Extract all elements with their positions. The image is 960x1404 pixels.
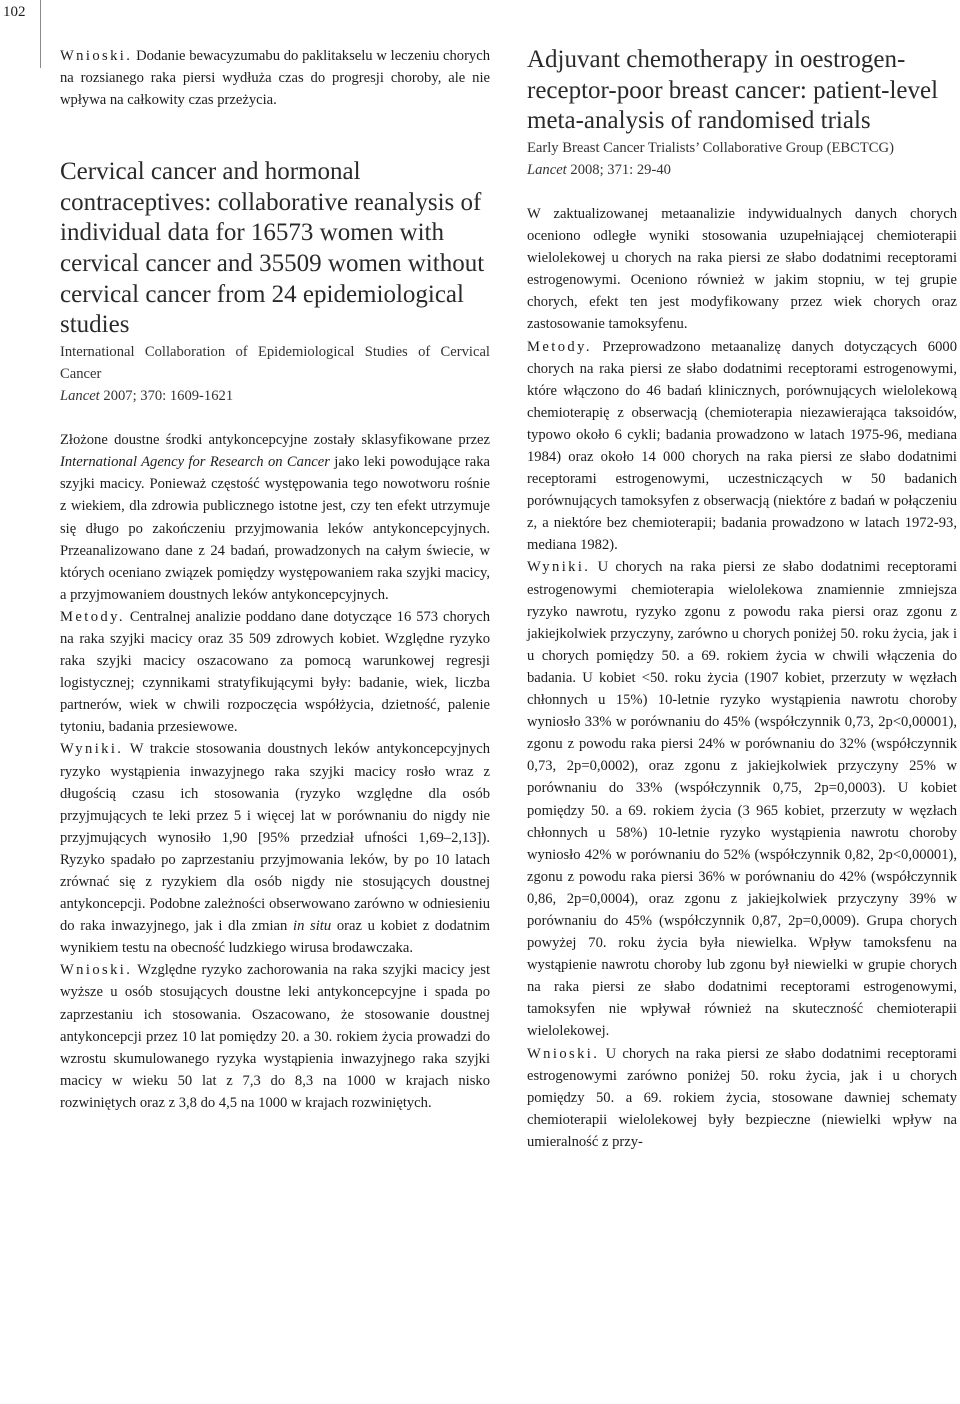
margin-rule	[40, 0, 41, 68]
intro-conclusions-text: Dodanie bewacyzumabu do paklitakselu w leczeniu chorych na rozsianego raka piersi wydłuża czas do progresji choroby, ale nie wpływa na całkowity czas przeżycia.	[60, 48, 490, 109]
article-title-adjuvant-chemotherapy: Adjuvant chemotherapy in oestrogen-receptor-poor breast cancer: patient-level meta-analysis of randomised trials	[527, 46, 939, 135]
methods-text-ebctcg: Przeprowadzono metaanalizę danych dotyczących 6000 chorych na raka piersi ze słabo dodatnimi receptorami estrogenowymi, które włączono do 46 badań klinicznych, porównujących wielolekową chemioterapię z obserwacją (chemioterapia niezawierająca taksoidów, typowo około 6 cykli; badania prowadzono w latach 1975-96, mediana 1984) oraz około 14 000 chorych na raka piersi ze słabo dodatnimi receptorami estrogenowymi, uczestniczących w 50 badanich porównujących tamoksyfen z obserwacją (niektóre z badań w połączeniu z, a niektóre bez chemioterapii; badania prowadzono w latach 1972-93, mediana 1982).	[527, 338, 957, 554]
abstract-results-paragraph-ebctcg	[527, 556, 957, 1042]
article-authors: International Collaboration of Epidemiological Studies of Cervical Cancer	[60, 343, 490, 382]
intro-conclusions-paragraph	[60, 45, 490, 111]
article-citation	[60, 385, 490, 407]
page-number: 102	[3, 4, 26, 20]
results-text-ebctcg: U chorych na raka piersi ze słabo dodatnimi receptorami estrogenowymi chemioterapia wielolekowa znamiennie zmniejsza ryzyko nawrotu, ryzyko zgonu z powodu raka piersi oraz zgonu z jakiejkolwiek przyczyny, zarówno u chorych poniżej 50. roku życia, jak i u chorych pomiędzy 50. a 69. rokiem życia w chwili włączenia do badania. U kobiet <50. roku życia (1907 kobiet, przerzuty w węzłach chłonnych u 15%) 10-letnie ryzyko wystąpienia nawrotu choroby wyniosło 33% w porównaniu do 45% (współczynnik 0,73, 2p<0,00001), zgonu z powodu raka piersi 24% w porównaniu do 32% (współczynnik 0,73, 2p=0,0002), oraz zgonu z jakiejkolwiek przyczyny 25% w porównaniu do 33% (współczynnik 0,75, 2p=0,0003). U kobiet pomiędzy 50. a 69. rokiem życia (3 965 kobiet, przerzuty w węzłach chłonnych u 58%) 10-letnie ryzyko wystąpienia nawrotu choroby wyniosło 42% w porównaniu do 52% (współczynnik 0,82, 2p<0,00001), zgonu z powodu raka piersi 36% w porównaniu do 42% (współczynnik 0,86, 2p=0,0004), oraz zgonu z jakiejkolwiek przyczyny 39% w porównaniu do 45% (współczynnik 0,87, 2p=0,0009). Grupa chorych powyżej 70. roku życia była niewielka. Wpływ tamoksfenu na wystąpienie nawrotu choroby lub zgonu był niewielki w grupie chorych na raka piersi ze słabo dodatnimi receptorami estrogenowymi, tamoksyfen nie wpływał również na skuteczność chemioterapii wielolekowej.	[527, 559, 957, 1040]
right-column	[527, 45, 957, 1153]
abstract-methods-paragraph	[60, 606, 490, 739]
conclusions-lead-2: Wnioski.	[60, 962, 133, 979]
in-situ-term: in situ	[293, 918, 332, 935]
background-text-a: Złożone doustne środki antykoncepcyjne zostały sklasyfikowane przez	[60, 432, 490, 449]
conclusions-lead-ebctcg: Wnioski.	[527, 1045, 600, 1062]
methods-lead-ebctcg: Metody.	[527, 338, 592, 355]
citation-details-ebctcg: 2008; 371: 29-40	[570, 161, 671, 178]
background-text-b: jako leki powodujące raka szyjki macicy. Ponieważ częstość występowania tego nowotworu rośnie z wiekiem, dla zdrowia publicznego istotne jest, czy ten efekt utrzymuje się długo po zakończeniu przyjmowania leków antykoncepcyjnych. Przeanalizowano dane z 24 badań, prowadzonych na całym świecie, w których oceniano związek pomiędzy występowaniem raka szyjki macicy, a przyjmowaniem doustnych leków antykoncepcyjnych.	[60, 454, 491, 603]
methods-lead: Metody.	[60, 608, 125, 625]
journal-name: Lancet	[60, 388, 100, 405]
conclusions-text: Względne ryzyko zachorowania na raka szyjki macicy jest wyższe u osób stosujących doustne leki antykoncepcyjne i spada po zaprzestaniu ich stosowania. Oszacowano, że stosowanie doustnej antykoncepcji przez 10 lat pomiędzy 20. a 30. rokiem życia prowadzi do wzrostu skumulowanego ryzyka wystąpienia inwazyjnego raka szyjki macicy w wieku 50 lat z 7,3 do 8,3 na 1000 w krajach nisko rozwiniętych oraz z 3,8 do 4,5 na 1000 w krajach rozwiniętych.	[60, 962, 490, 1111]
left-column	[60, 45, 490, 1114]
conclusions-text-ebctcg: U chorych na raka piersi ze słabo dodatnimi receptorami estrogenowymi zarówno poniżej 50. roku życia, jak i u chorych pomiędzy 50. a 69. rokiem życia, stosowane dawniej schematy chemioterapii wielolekowej były bezpieczne (niewielki wpływ na umieralność z przy-	[527, 1045, 957, 1150]
conclusions-lead: Wnioski.	[60, 48, 133, 64]
abstract-background-paragraph	[60, 429, 490, 606]
abstract-intro-paragraph: W zaktualizowanej metaanalizie indywidualnych danych chorych oceniono odległe wyniki stosowania uzupełniającej chemioterapii wielolekowej u chorych na raka piersi ze słabo dodatnimi receptorami estrogenowymi. Oceniono również w jakim stopniu, w tej grupie chorych, efekt ten jest modyfikowany przez wiek chorych oraz zastosowanie tamoksyfenu.	[527, 205, 957, 333]
article-citation-ebctcg	[527, 159, 957, 181]
agency-name: International Agency for Research on Cancer	[60, 454, 330, 471]
article-title-cervical-cancer: Cervical cancer and hormonal contraceptives: collaborative reanalysis of individual data for 16573 women with cervical cancer and 35509 women without cervical cancer from 24 epidemiological studies	[60, 158, 485, 339]
journal-name-ebctcg: Lancet	[527, 161, 567, 178]
citation-details: 2007; 370: 1609-1621	[103, 388, 234, 405]
abstract-results-paragraph	[60, 738, 490, 959]
abstract-methods-paragraph-ebctcg	[527, 336, 957, 557]
results-text-b: oraz u kobiet z dodatnim wynikiem testu na obecność ludzkiego wirusa brodawczaka.	[60, 918, 490, 957]
results-text-a: W trakcie stosowania doustnych leków antykoncepcyjnych ryzyko wystąpienia inwazyjnego raka szyjki macicy rosło wraz z długością czasu ich stosowania (ryzyko względne dla osób przyjmujących te leki przez 5 i więcej lat w porównaniu do nigdy nie przyjmujących wynosiło 1,90 [95% przedział ufności 1,69–2,13]). Ryzyko spadało po zaprzestaniu przyjmowania leków, by po 10 latach zrównać się z ryzykiem dla osób nigdy nie stosujących doustnej antykoncepcji. Podobne zależności obserwowano zarówno w odniesieniu do raka inwazyjnego, jak i dla zmian	[60, 741, 490, 935]
results-lead: Wyniki.	[60, 741, 124, 758]
methods-text: Centralnej analizie poddano dane dotyczące 16 573 chorych na raka szyjki macicy oraz 35 509 zdrowych kobiet. Względne ryzyko raka szyjki macicy oszacowano za pomocą warunkowej regresji logistycznej; czynnikami stratyfikującymi były: badanie, wiek, liczba partnerów, wiek w chwili rozpoczęcia współżycia, dzietność, palenie tytoniu, badania przesiewowe.	[60, 608, 490, 736]
abstract-conclusions-paragraph-ebctcg	[527, 1043, 957, 1153]
results-lead-ebctcg: Wyniki.	[527, 559, 591, 576]
abstract-conclusions-paragraph	[60, 959, 490, 1114]
article-authors-ebctcg: Early Breast Cancer Trialists’ Collaborative Group (EBCTCG)	[527, 139, 894, 156]
